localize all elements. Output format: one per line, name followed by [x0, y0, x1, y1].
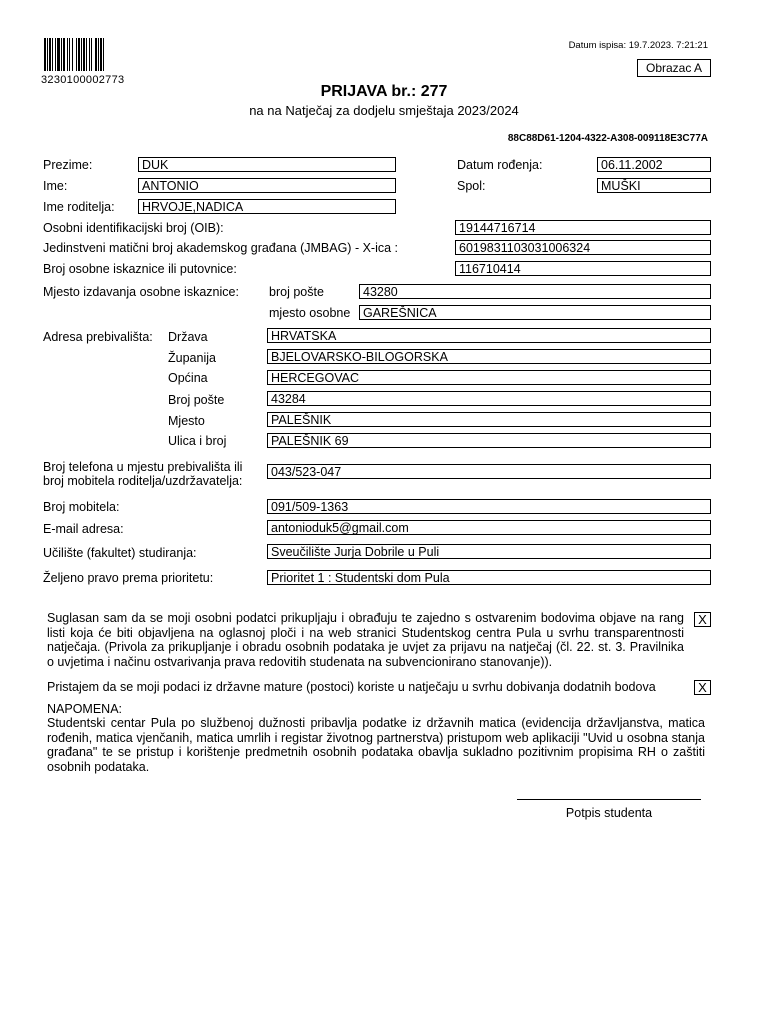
priority-label: Željeno pravo prema prioritetu: — [43, 571, 214, 585]
email-field[interactable]: antonioduk5@gmail.com — [267, 520, 711, 535]
consent-matura-checkbox[interactable]: X — [694, 680, 711, 695]
id-field[interactable]: 116710414 — [455, 261, 711, 276]
email-label: E-mail adresa: — [43, 522, 124, 536]
priority-field[interactable]: Prioritet 1 : Studentski dom Pula — [267, 570, 711, 585]
surname-label: Prezime: — [43, 158, 93, 172]
mobile-field[interactable]: 091/509-1363 — [267, 499, 711, 514]
consent-matura-text: Pristajem da se moji podaci iz državne mature (postoci) koriste u natječaju u svrhu dobivanja dodatnih bodova — [47, 680, 656, 694]
parents-field[interactable]: HRVOJE,NADICA — [138, 199, 396, 214]
municipality-label: Općina — [168, 371, 208, 385]
phone-label-line2: broj mobitela roditelja/uzdržavatelja: — [43, 474, 243, 488]
phone-label-line1: Broj telefona u mjestu prebivališta ili — [43, 460, 243, 474]
id-issue-label: Mjesto izdavanja osobne iskaznice: — [43, 285, 239, 299]
phone-field[interactable]: 043/523-047 — [267, 464, 711, 479]
country-field[interactable]: HRVATSKA — [267, 328, 711, 343]
signature-line — [517, 799, 701, 800]
print-date: Datum ispisa: 19.7.2023. 7:21:21 — [568, 40, 708, 51]
id-issue-place-label: mjesto osobne — [269, 306, 351, 320]
page-title: PRIJAVA br.: 277 — [320, 83, 448, 100]
jmbag-label: Jedinstveni matični broj akademskog građana (JMBAG) - X-ica : — [43, 241, 399, 255]
id-issue-place-field[interactable]: GAREŠNICA — [359, 305, 711, 320]
barcode — [44, 38, 116, 71]
sex-label: Spol: — [457, 179, 486, 193]
form-type-badge: Obrazac A — [637, 59, 711, 77]
id-issue-postal-field[interactable]: 43280 — [359, 284, 711, 299]
note-title: NAPOMENA: — [47, 702, 123, 716]
street-label: Ulica i broj — [168, 434, 227, 448]
county-label: Županija — [168, 351, 216, 365]
name-field[interactable]: ANTONIO — [138, 178, 396, 193]
address-postal-label: Broj pošte — [168, 393, 225, 407]
address-place-label: Mjesto — [168, 414, 205, 428]
school-label: Učilište (fakultet) studiranja: — [43, 546, 197, 560]
consent-data-processing-text: Suglasan sam da se moji osobni podatci prikupljaju i obrađuju te zajedno s ostvarenim bodovima objave na rang listi koja će biti objavljena na oglasnoj ploči i na web stranici Studentskog centra Pula u svrhu transparentnosti natječaja. (Privola za prikupljanje i obradu osobnih podataka je uvjet za prijavu na natječaj (čl. 22. st. 3. Pravilnika o uvjetima i načinu ostvarivanja prava redovitih studenata na subvencionirano stanovanje)). — [47, 611, 684, 669]
name-label: Ime: — [43, 179, 68, 193]
application-code: 88C88D61-1204-4322-A308-009118E3C77A — [507, 133, 708, 144]
mobile-label: Broj mobitela: — [43, 500, 120, 514]
id-label: Broj osobne iskaznice ili putovnice: — [43, 262, 237, 276]
address-place-field[interactable]: PALEŠNIK — [267, 412, 711, 427]
signature-label: Potpis studenta — [565, 806, 653, 820]
id-issue-postal-label: broj pošte — [269, 285, 324, 299]
address-label: Adresa prebivališta: — [43, 330, 153, 344]
jmbag-field[interactable]: 6019831103031006324 — [455, 240, 711, 255]
school-field[interactable]: Sveučilište Jurja Dobrile u Puli — [267, 544, 711, 559]
consent-data-processing-checkbox[interactable]: X — [694, 612, 711, 627]
dob-label: Datum rođenja: — [457, 158, 543, 172]
dob-field[interactable]: 06.11.2002 — [597, 157, 711, 172]
page-subtitle: na na Natječaj za dodjelu smještaja 2023/2024 — [249, 103, 519, 118]
county-field[interactable]: BJELOVARSKO-BILOGORSKA — [267, 349, 711, 364]
street-field[interactable]: PALEŠNIK 69 — [267, 433, 711, 448]
oib-label: Osobni identifikacijski broj (OIB): — [43, 221, 224, 235]
oib-field[interactable]: 19144716714 — [455, 220, 711, 235]
country-label: Država — [168, 330, 208, 344]
parents-label: Ime roditelja: — [43, 200, 115, 214]
barcode-number: 3230100002773 — [41, 74, 125, 86]
municipality-field[interactable]: HERCEGOVAC — [267, 370, 711, 385]
address-postal-field[interactable]: 43284 — [267, 391, 711, 406]
note-text: Studentski centar Pula po službenoj dužnosti pribavlja podatke iz državnih matica (evidencija državljanstva, matica rođenih, matica vjenčanih, matica umrlih i registar životnog partnerstva) pristupom web aplikaciji "Uvid u osobna stanja građana" te se pristup i korištenje predmetnih osobnih podataka obavlja sukladno pozitivnim propisima RH o zaštiti osobnih podataka. — [47, 716, 705, 774]
surname-field[interactable]: DUK — [138, 157, 396, 172]
sex-field[interactable]: MUŠKI — [597, 178, 711, 193]
